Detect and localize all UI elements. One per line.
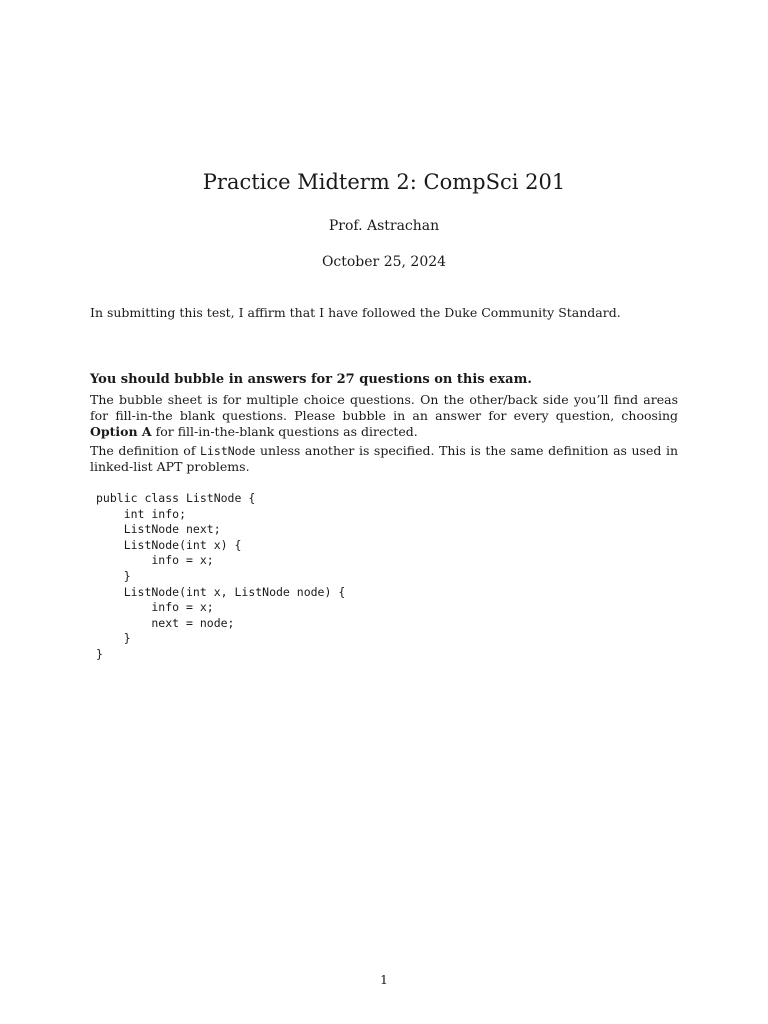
code-line: info = x; [96,600,214,615]
page-number: 1 [380,972,388,987]
code-line: public class ListNode { [96,491,256,505]
code-line: ListNode(int x, ListNode node) { [96,584,346,599]
code-line: info = x; [96,553,214,568]
instructions-text-start: The bubble sheet is for multiple choice questions. On the other/back side you’ll find areas for fill-in-the blank questions. Please bubble in an answer for every question, choosing [90,392,678,423]
exam-date: October 25, 2024 [321,254,447,270]
listnode-code-block [96,491,345,663]
listnode-definition-paragraph [90,443,678,475]
code-line: } [96,631,131,646]
affirmation-statement: In submitting this test, I affirm that I have followed the Duke Community Standard. [90,305,621,320]
definition-text-start: The definition of [90,443,201,458]
option-a-emphasis: Option A [90,424,152,439]
instructions-text-end: for fill-in-the-blank questions as directed. [151,424,418,439]
listnode-inline-code: ListNode [200,444,256,458]
instructions-paragraph [90,392,678,440]
code-line: ListNode(int x) { [96,537,242,552]
code-line: ListNode next; [96,522,221,537]
code-line: } [96,646,103,661]
code-line: int info; [96,506,187,521]
code-line: } [96,568,131,583]
author-name: Prof. Astrachan [328,218,440,234]
code-line: next = node; [96,615,235,630]
definition-text-end: unless another is specified. This is the same definition as used in linked-list APT problems. [90,443,678,474]
page-title: Practice Midterm 2: CompSci 201 [202,170,566,194]
instructions-heading: You should bubble in answers for 27 questions on this exam. [90,372,532,387]
